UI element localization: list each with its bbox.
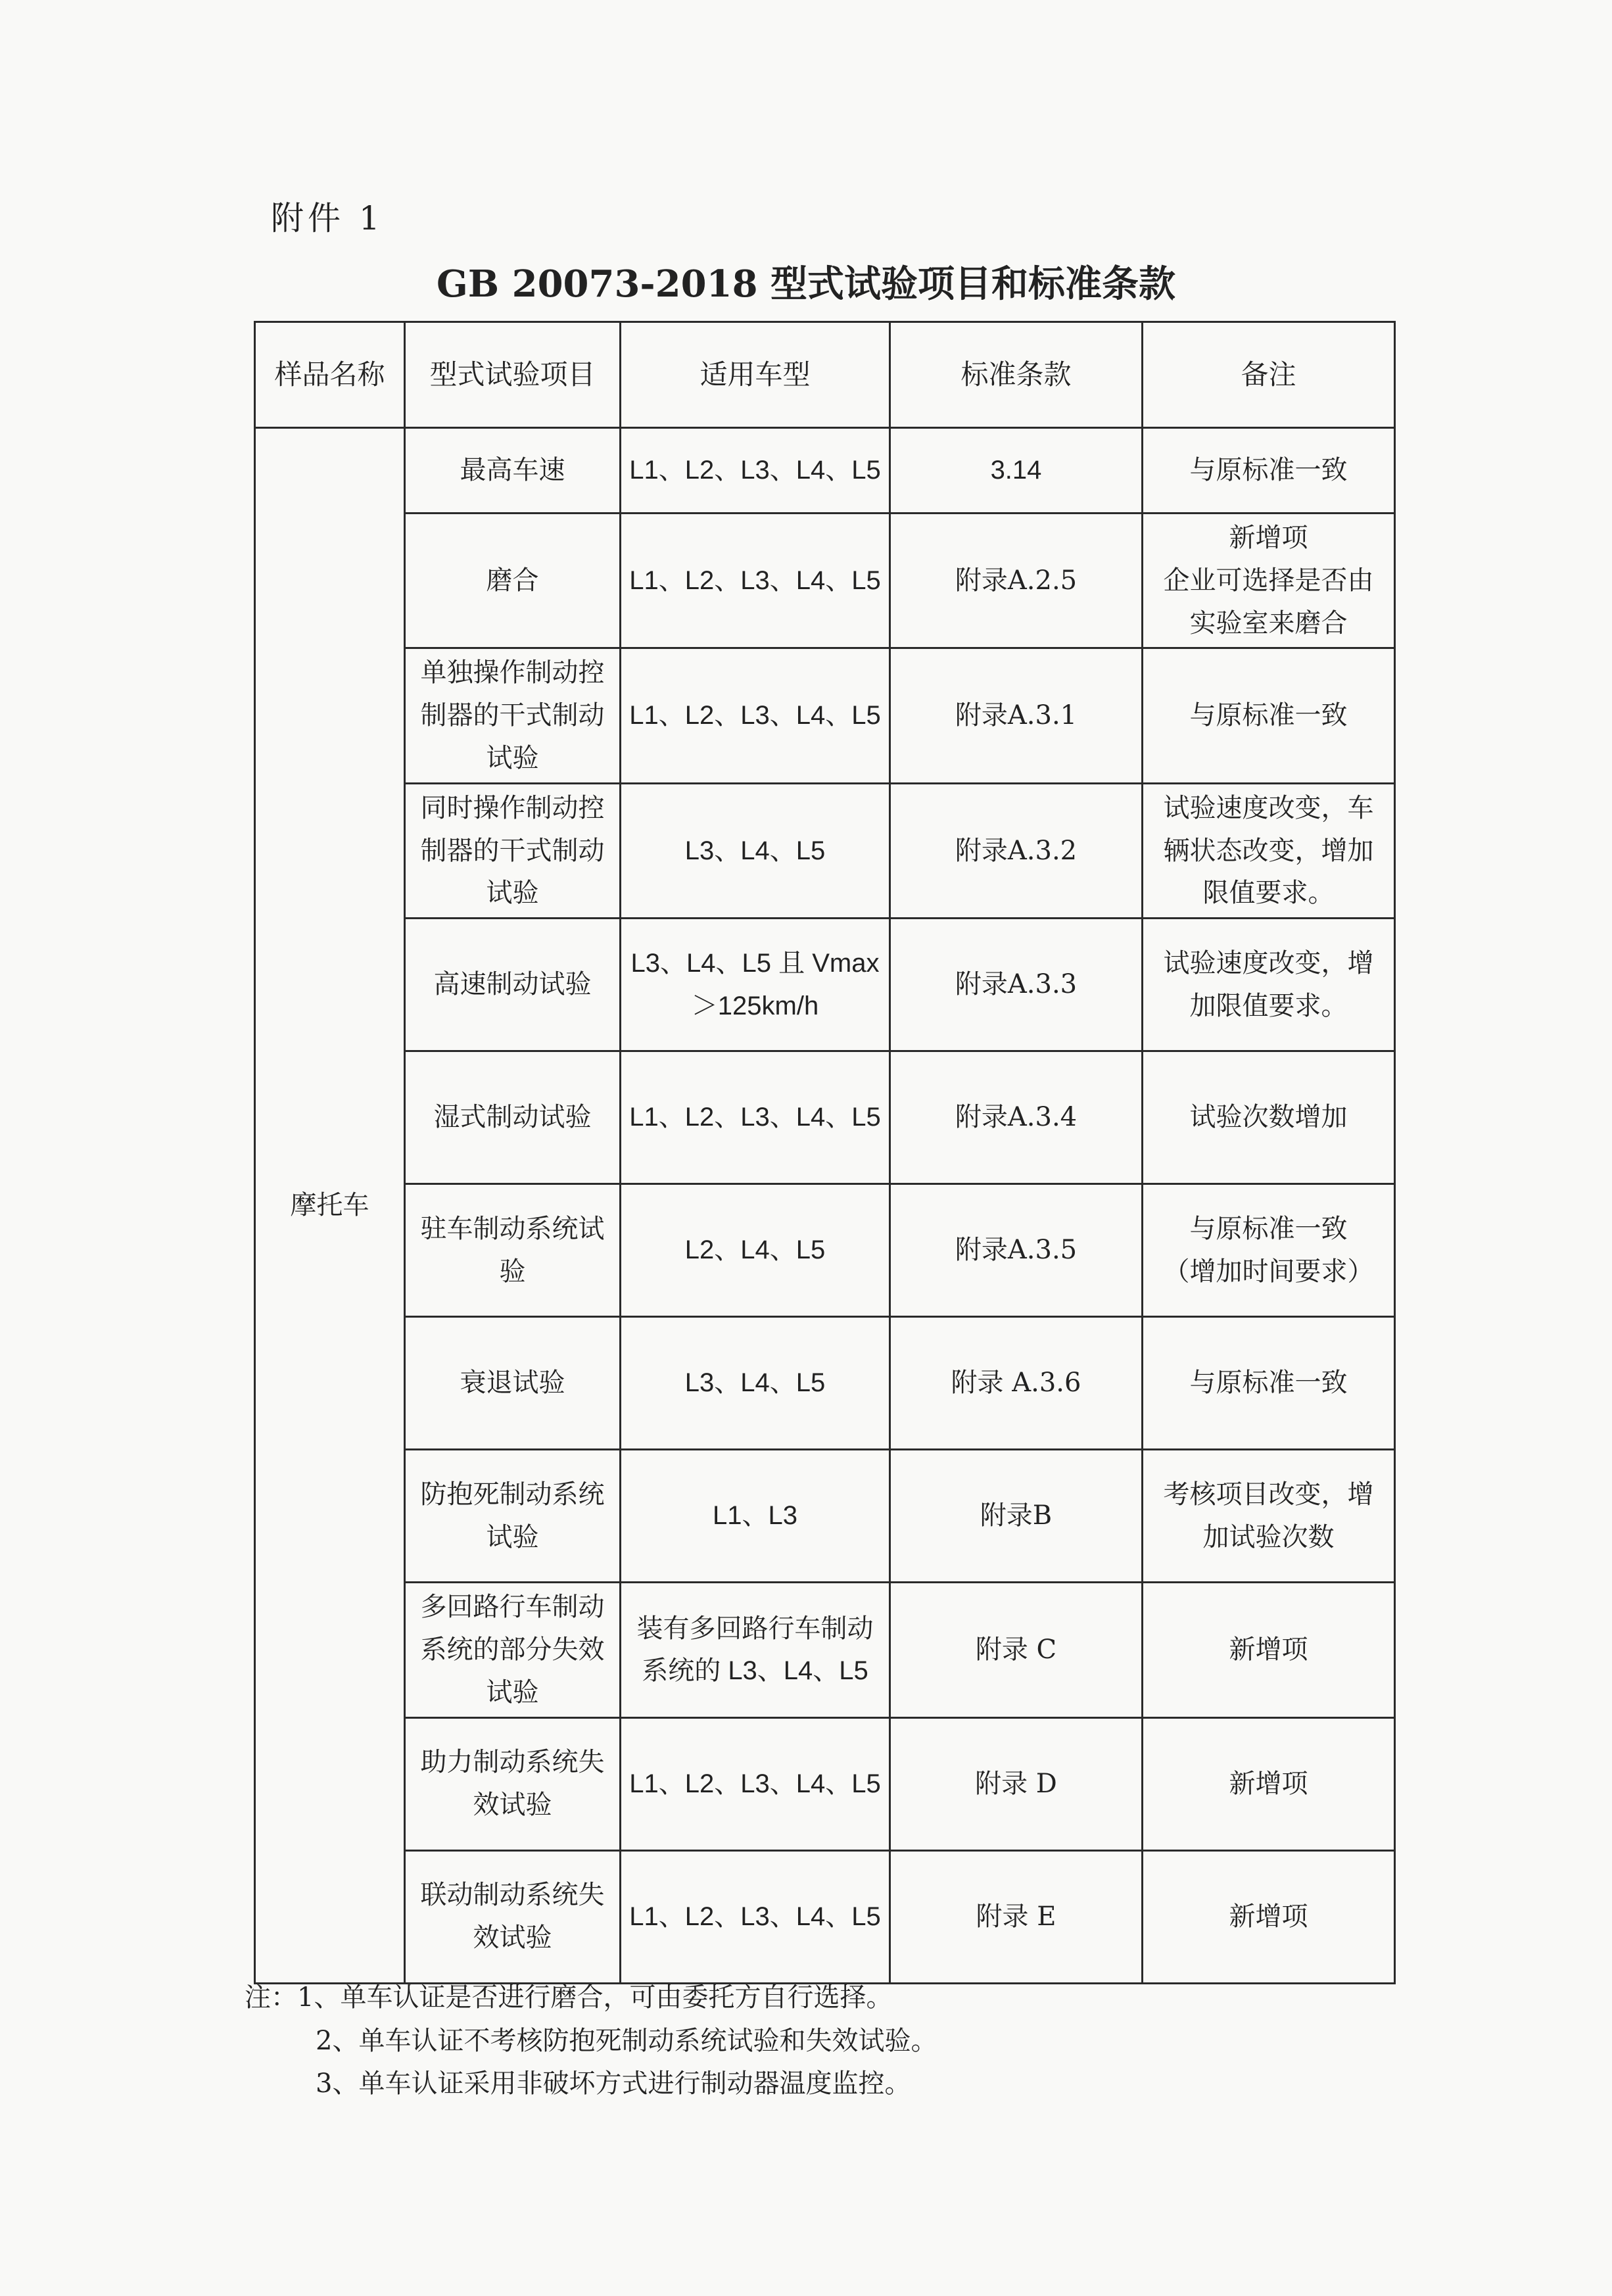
header-standard-clause: 标准条款	[890, 322, 1143, 428]
standard-clause-cell: 3.14	[890, 428, 1143, 514]
table-row	[255, 1450, 1395, 1583]
applicable-models-cell: L1、L2、L3、L4、L5	[621, 428, 890, 514]
remarks-cell: 试验速度改变，车辆状态改变，增加限值要求。	[1143, 783, 1395, 918]
remarks-cell: 与原标准一致 （增加时间要求）	[1143, 1184, 1395, 1317]
remarks-cell: 与原标准一致	[1143, 428, 1395, 514]
standard-clause-cell: 附录A.3.1	[890, 648, 1143, 783]
note-1: 注：1、单车认证是否进行磨合，可由委托方自行选择。	[245, 1982, 893, 2013]
applicable-models-cell: L1、L2、L3、L4、L5	[621, 1051, 890, 1184]
table-row	[255, 783, 1395, 918]
standard-clause-cell: 附录A.3.5	[890, 1184, 1143, 1317]
table-header-row	[255, 322, 1395, 428]
table-row	[255, 1317, 1395, 1450]
applicable-models-cell: L1、L2、L3、L4、L5	[621, 514, 890, 648]
table-row	[255, 919, 1395, 1051]
test-item-cell: 联动制动系统失效试验	[405, 1850, 621, 1983]
applicable-models-cell: L3、L4、L5	[621, 1317, 890, 1450]
remarks-cell: 新增项 企业可选择是否由实验室来磨合	[1143, 514, 1395, 648]
table-row	[255, 648, 1395, 783]
standard-clause-cell: 附录A.3.4	[890, 1051, 1143, 1184]
test-item-cell: 防抱死制动系统试验	[405, 1450, 621, 1583]
note-3: 3、单车认证采用非破坏方式进行制动器温度监控。	[316, 2069, 911, 2099]
applicable-models-cell: 装有多回路行车制动系统的 L3、L4、L5	[621, 1583, 890, 1717]
test-item-cell: 助力制动系统失效试验	[405, 1717, 621, 1850]
standard-clause-cell: 附录A.3.2	[890, 783, 1143, 918]
test-item-cell: 湿式制动试验	[405, 1051, 621, 1184]
standard-clause-cell: 附录 C	[890, 1583, 1143, 1717]
remarks-cell: 试验次数增加	[1143, 1051, 1395, 1184]
test-items-table	[254, 321, 1396, 1984]
standard-clause-cell: 附录B	[890, 1450, 1143, 1583]
applicable-models-cell: L1、L2、L3、L4、L5	[621, 648, 890, 783]
applicable-models-cell: L3、L4、L5	[621, 783, 890, 918]
header-applicable-models: 适用车型	[621, 322, 890, 428]
test-item-cell: 多回路行车制动系统的部分失效试验	[405, 1583, 621, 1717]
applicable-models-cell: L1、L3	[621, 1450, 890, 1583]
standard-clause-cell: 附录 E	[890, 1850, 1143, 1983]
remarks-cell: 考核项目改变，增加试验次数	[1143, 1450, 1395, 1583]
attachment-label: 附件 1	[271, 199, 384, 237]
standard-clause-cell: 附录A.2.5	[890, 514, 1143, 648]
test-item-cell: 同时操作制动控制器的干式制动试验	[405, 783, 621, 918]
remarks-cell: 试验速度改变，增加限值要求。	[1143, 919, 1395, 1051]
remarks-cell: 新增项	[1143, 1583, 1395, 1717]
standard-clause-cell: 附录 D	[890, 1717, 1143, 1850]
header-remarks: 备注	[1143, 322, 1395, 428]
notes	[245, 1976, 937, 2106]
standard-clause-cell: 附录 A.3.6	[890, 1317, 1143, 1450]
remarks-cell: 与原标准一致	[1143, 648, 1395, 783]
standard-clause-cell: 附录A.3.3	[890, 919, 1143, 1051]
table-row	[255, 1850, 1395, 1983]
document-title: GB 20073-2018 型式试验项目和标准条款	[436, 262, 1176, 306]
applicable-models-cell: L1、L2、L3、L4、L5	[621, 1850, 890, 1983]
table-row	[255, 1184, 1395, 1317]
test-item-cell: 最高车速	[405, 428, 621, 514]
test-item-cell: 驻车制动系统试验	[405, 1184, 621, 1317]
applicable-models-cell: L2、L4、L5	[621, 1184, 890, 1317]
test-item-cell: 衰退试验	[405, 1317, 621, 1450]
table-row	[255, 1583, 1395, 1717]
header-sample-name: 样品名称	[255, 322, 405, 428]
table-row	[255, 428, 1395, 514]
remarks-cell: 新增项	[1143, 1850, 1395, 1983]
table-row	[255, 514, 1395, 648]
applicable-models-cell: L1、L2、L3、L4、L5	[621, 1717, 890, 1850]
sample-name-cell: 摩托车	[255, 428, 405, 1984]
applicable-models-cell: L3、L4、L5 且 Vmax ＞125km/h	[621, 919, 890, 1051]
test-item-cell: 高速制动试验	[405, 919, 621, 1051]
header-test-item: 型式试验项目	[405, 322, 621, 428]
note-2: 2、单车认证不考核防抱死制动系统试验和失效试验。	[316, 2025, 937, 2056]
table-row	[255, 1051, 1395, 1184]
remarks-cell: 新增项	[1143, 1717, 1395, 1850]
test-item-cell: 单独操作制动控制器的干式制动试验	[405, 648, 621, 783]
remarks-cell: 与原标准一致	[1143, 1317, 1395, 1450]
table-row	[255, 1717, 1395, 1850]
test-item-cell: 磨合	[405, 514, 621, 648]
